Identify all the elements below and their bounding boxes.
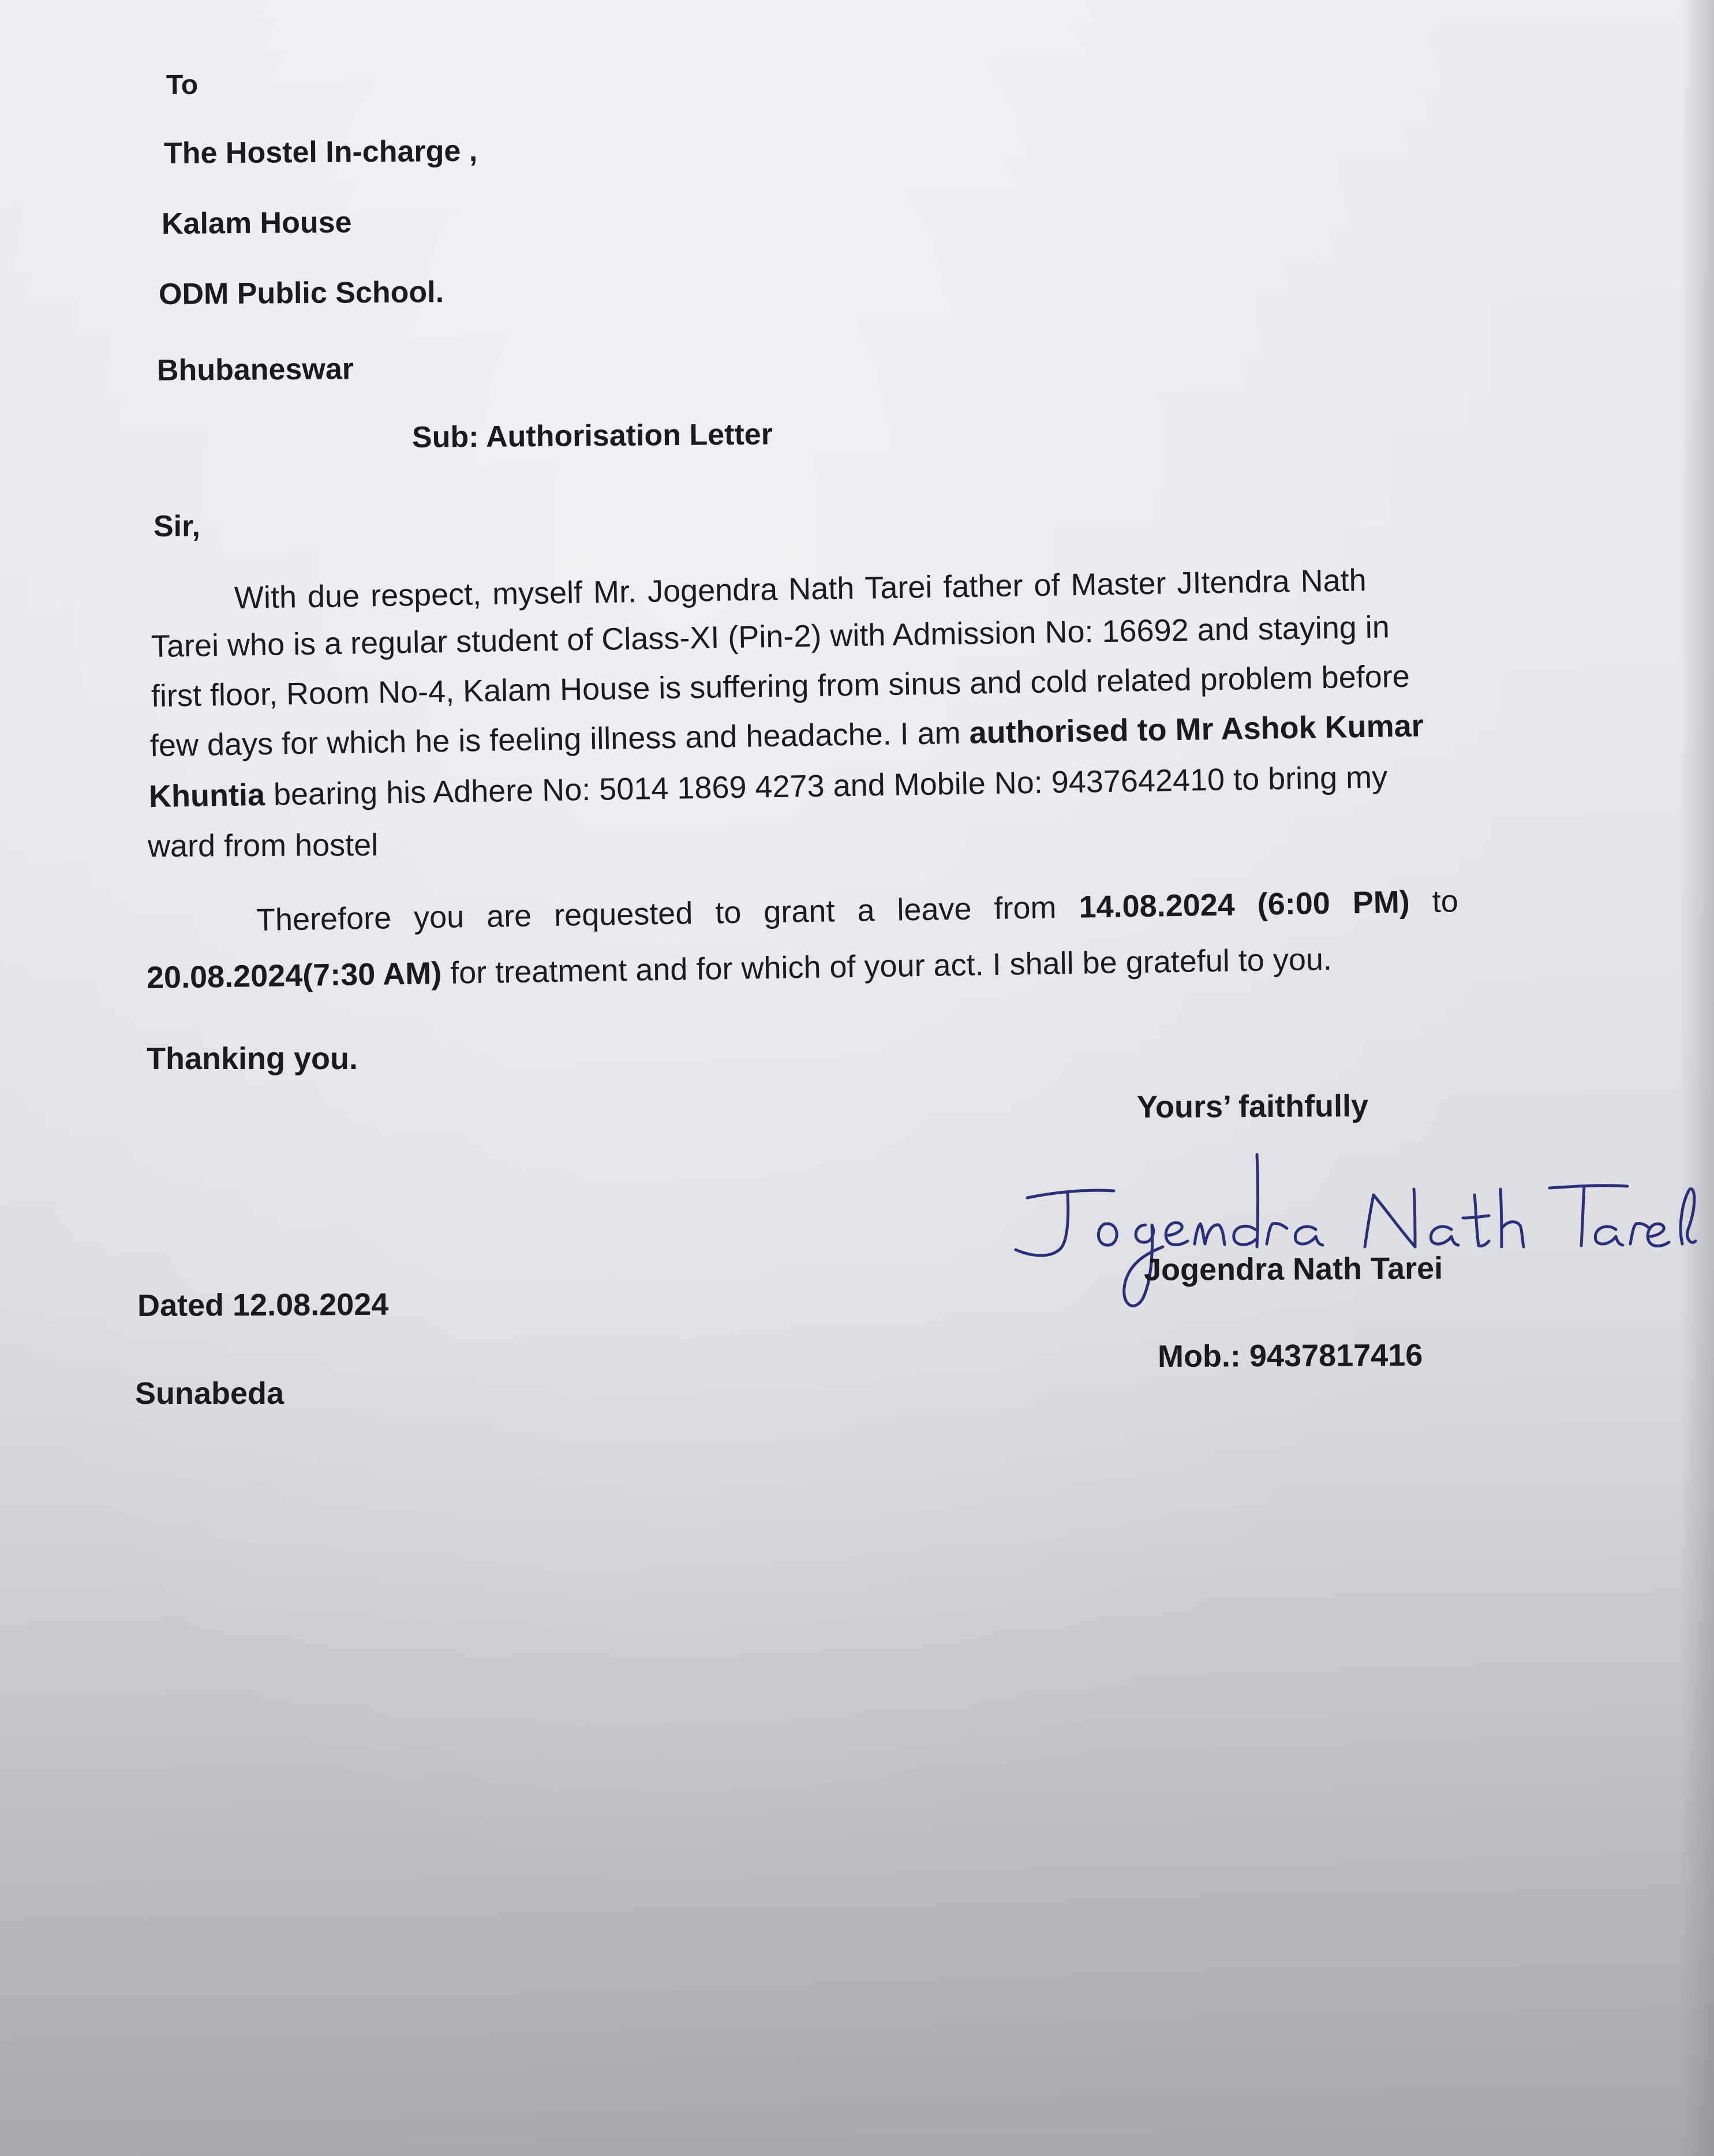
dated-line: Dated 12.08.2024 <box>137 1287 389 1323</box>
para2-line2 <box>146 941 1332 996</box>
para1-line5-bold: Khuntia <box>148 777 265 814</box>
subject-line: Sub: Authorisation Letter <box>411 417 773 454</box>
addressee-line: The Hostel In-charge , <box>163 134 478 170</box>
para1-line5-text: bearing his Adhere No: 5014 1869 4273 and Mobile No: 9437642410 to bring my <box>264 760 1388 812</box>
para1-line4-bold: authorised to Mr Ashok Kumar <box>969 708 1424 750</box>
para1-line3: first floor, Room No-4, Kalam House is suffering from sinus and cold related problem before <box>151 659 1410 713</box>
para1-line1: With due respect, myself Mr. Jogendra Nath Tarei father of Master JItendra Nath <box>234 563 1367 615</box>
city-line: Bhubaneswar <box>156 352 354 387</box>
valediction-line: Yours’ faithfully <box>1136 1088 1369 1124</box>
para1-line2: Tarei who is a regular student of Class-XI (Pin-2) with Admission No: 16692 and staying in <box>151 610 1390 664</box>
para1-line4 <box>149 707 1424 764</box>
para1-line5 <box>148 758 1387 815</box>
signer-name-line: Jogendra Nath Tarei <box>1143 1251 1443 1287</box>
school-line: ODM Public School. <box>158 275 444 311</box>
to-line: To <box>166 69 199 100</box>
para2-line1-text: Therefore you are requested to grant a leave from <box>256 890 1079 937</box>
para1-line6: ward from hostel <box>147 827 379 864</box>
paper-edge-shadow <box>1679 0 1714 2156</box>
salutation-line: Sir, <box>154 510 200 543</box>
para1-line4-text: few days for which he is feeling illness and headache. I am <box>149 715 970 763</box>
para2-line2-bold: 20.08.2024(7:30 AM) <box>146 955 442 995</box>
place-line: Sunabeda <box>135 1376 285 1411</box>
para2-line2-text: for treatment and for which of your act. I shall be grateful to you. <box>441 941 1333 991</box>
signature-image <box>1004 1131 1697 1322</box>
mobile-line: Mob.: 9437817416 <box>1157 1337 1423 1374</box>
house-line: Kalam House <box>161 205 352 241</box>
para2-line1-bold: 14.08.2024 (6:00 PM) <box>1079 884 1410 925</box>
closing-line: Thanking you. <box>147 1041 358 1076</box>
para2-line1 <box>256 883 1458 939</box>
para2-line1-end: to <box>1409 884 1459 920</box>
